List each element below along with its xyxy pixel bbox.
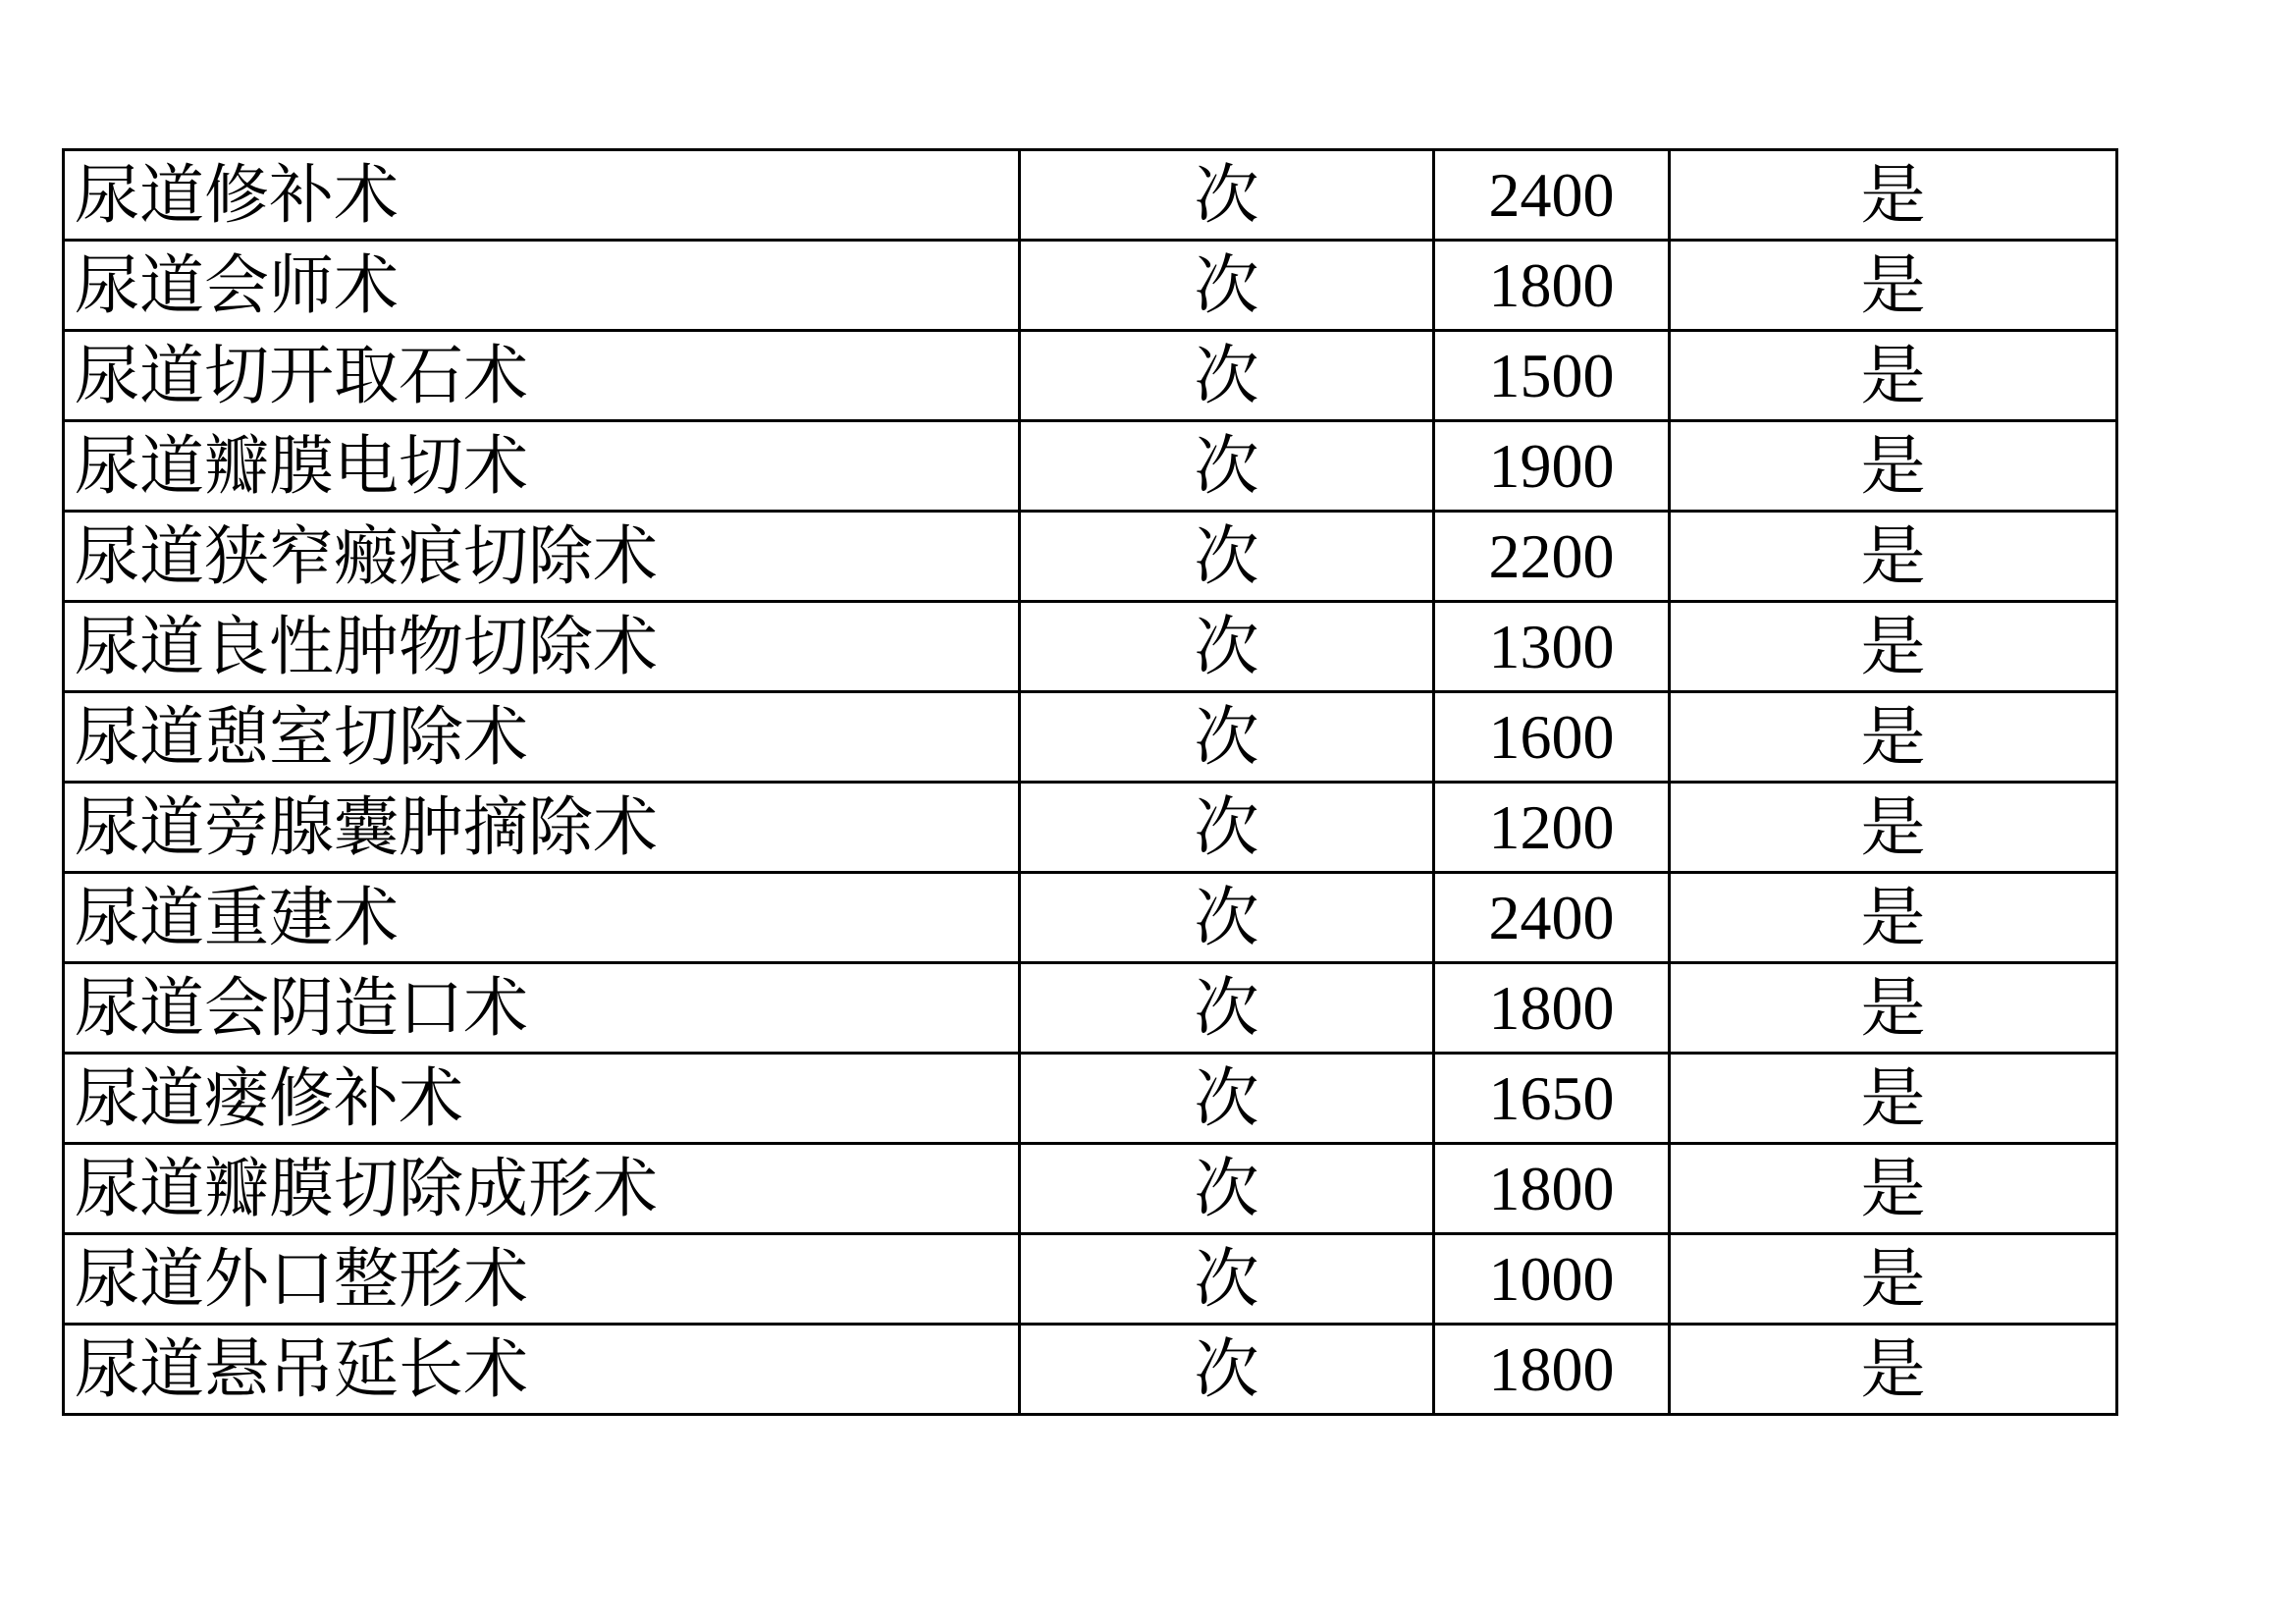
table-row bbox=[64, 150, 2117, 241]
unit-cell: 次 bbox=[1020, 873, 1434, 963]
coverage-flag-cell: 是 bbox=[1670, 692, 2117, 783]
unit-cell: 次 bbox=[1020, 783, 1434, 873]
coverage-flag-cell: 是 bbox=[1670, 512, 2117, 602]
procedure-name-cell: 尿道瓣膜电切术 bbox=[64, 421, 1020, 512]
unit-cell: 次 bbox=[1020, 602, 1434, 692]
unit-cell: 次 bbox=[1020, 1054, 1434, 1144]
unit-cell: 次 bbox=[1020, 150, 1434, 241]
procedure-name-cell: 尿道狭窄瘢痕切除术 bbox=[64, 512, 1020, 602]
coverage-flag-cell: 是 bbox=[1670, 963, 2117, 1054]
procedure-name-cell: 尿道良性肿物切除术 bbox=[64, 602, 1020, 692]
procedure-name-cell: 尿道瓣膜切除成形术 bbox=[64, 1144, 1020, 1234]
procedure-name-cell: 尿道旁腺囊肿摘除术 bbox=[64, 783, 1020, 873]
coverage-flag-cell: 是 bbox=[1670, 1144, 2117, 1234]
unit-cell: 次 bbox=[1020, 241, 1434, 331]
price-cell: 2400 bbox=[1434, 150, 1670, 241]
table-row bbox=[64, 873, 2117, 963]
coverage-flag-cell: 是 bbox=[1670, 331, 2117, 421]
procedure-name-cell: 尿道切开取石术 bbox=[64, 331, 1020, 421]
price-cell: 1600 bbox=[1434, 692, 1670, 783]
unit-cell: 次 bbox=[1020, 1234, 1434, 1325]
table-row bbox=[64, 241, 2117, 331]
table-row bbox=[64, 1325, 2117, 1415]
unit-cell: 次 bbox=[1020, 963, 1434, 1054]
unit-cell: 次 bbox=[1020, 1325, 1434, 1415]
table-row bbox=[64, 963, 2117, 1054]
procedure-name-cell: 尿道憩室切除术 bbox=[64, 692, 1020, 783]
procedure-fee-table-body bbox=[64, 150, 2117, 1415]
price-cell: 1200 bbox=[1434, 783, 1670, 873]
procedure-fee-table bbox=[62, 148, 2118, 1416]
price-cell: 1800 bbox=[1434, 1325, 1670, 1415]
price-cell: 1650 bbox=[1434, 1054, 1670, 1144]
coverage-flag-cell: 是 bbox=[1670, 873, 2117, 963]
coverage-flag-cell: 是 bbox=[1670, 241, 2117, 331]
table-row bbox=[64, 421, 2117, 512]
price-cell: 2400 bbox=[1434, 873, 1670, 963]
procedure-name-cell: 尿道瘘修补术 bbox=[64, 1054, 1020, 1144]
table-row bbox=[64, 1054, 2117, 1144]
coverage-flag-cell: 是 bbox=[1670, 150, 2117, 241]
procedure-name-cell: 尿道外口整形术 bbox=[64, 1234, 1020, 1325]
unit-cell: 次 bbox=[1020, 512, 1434, 602]
unit-cell: 次 bbox=[1020, 331, 1434, 421]
price-cell: 1000 bbox=[1434, 1234, 1670, 1325]
procedure-name-cell: 尿道会师术 bbox=[64, 241, 1020, 331]
table-row bbox=[64, 602, 2117, 692]
price-cell: 2200 bbox=[1434, 512, 1670, 602]
unit-cell: 次 bbox=[1020, 692, 1434, 783]
coverage-flag-cell: 是 bbox=[1670, 1325, 2117, 1415]
table-row bbox=[64, 1234, 2117, 1325]
coverage-flag-cell: 是 bbox=[1670, 783, 2117, 873]
coverage-flag-cell: 是 bbox=[1670, 1234, 2117, 1325]
price-cell: 1500 bbox=[1434, 331, 1670, 421]
procedure-name-cell: 尿道悬吊延长术 bbox=[64, 1325, 1020, 1415]
table-row bbox=[64, 692, 2117, 783]
procedure-name-cell: 尿道修补术 bbox=[64, 150, 1020, 241]
table-row bbox=[64, 1144, 2117, 1234]
table-row bbox=[64, 783, 2117, 873]
price-cell: 1800 bbox=[1434, 963, 1670, 1054]
table-row bbox=[64, 512, 2117, 602]
procedure-name-cell: 尿道重建术 bbox=[64, 873, 1020, 963]
unit-cell: 次 bbox=[1020, 1144, 1434, 1234]
price-cell: 1800 bbox=[1434, 241, 1670, 331]
table-row bbox=[64, 331, 2117, 421]
coverage-flag-cell: 是 bbox=[1670, 602, 2117, 692]
coverage-flag-cell: 是 bbox=[1670, 421, 2117, 512]
procedure-name-cell: 尿道会阴造口术 bbox=[64, 963, 1020, 1054]
price-cell: 1900 bbox=[1434, 421, 1670, 512]
coverage-flag-cell: 是 bbox=[1670, 1054, 2117, 1144]
price-cell: 1800 bbox=[1434, 1144, 1670, 1234]
unit-cell: 次 bbox=[1020, 421, 1434, 512]
price-cell: 1300 bbox=[1434, 602, 1670, 692]
